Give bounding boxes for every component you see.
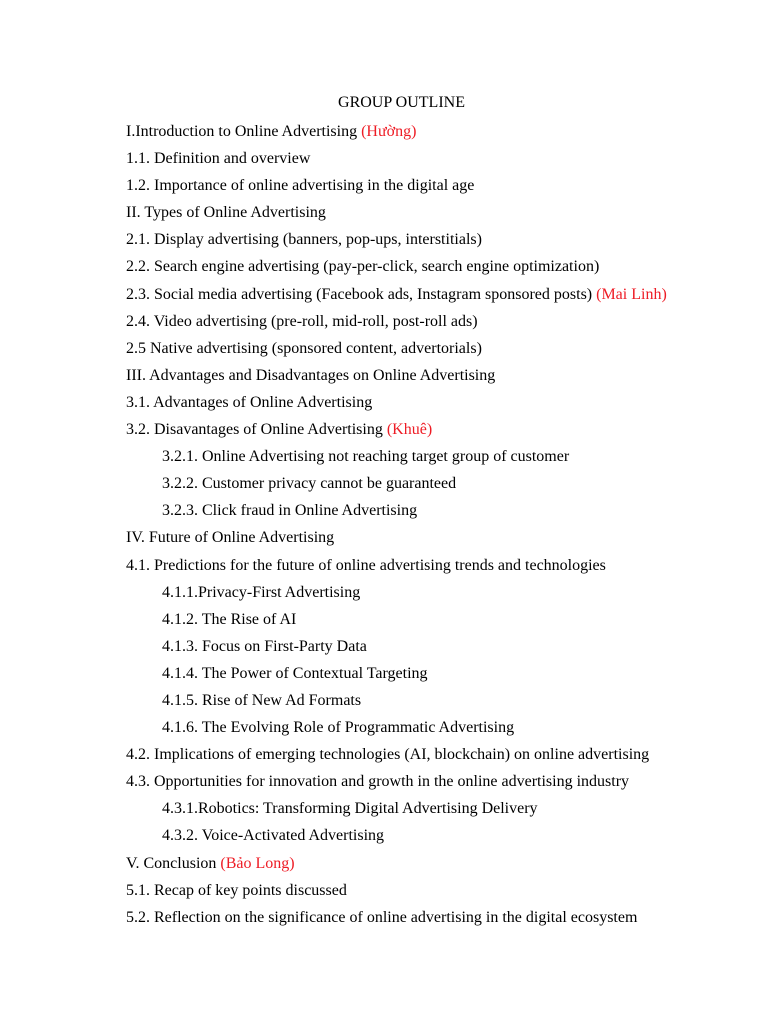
outline-item-text: 4.1. Predictions for the future of online advertising trends and technologies <box>126 556 606 574</box>
outline-item-text: V. Conclusion <box>126 854 217 872</box>
outline-item <box>126 118 746 145</box>
outline-item-text: 2.4. Video advertising (pre-roll, mid-roll, post-roll ads) <box>126 312 478 330</box>
outline-item-text: 5.2. Reflection on the significance of online advertising in the digital ecosystem <box>126 908 638 926</box>
outline-item-text: 4.3. Opportunities for innovation and growth in the online advertising industry <box>126 773 630 791</box>
outline-item <box>126 524 746 551</box>
outline-item-text: 4.1.5. Rise of New Ad Formats <box>162 691 362 709</box>
outline-item-text: 2.1. Display advertising (banners, pop-ups, interstitials) <box>126 231 482 249</box>
outline-item <box>126 362 746 389</box>
outline-item-text: 2.3. Social media advertising (Facebook ads, Instagram sponsored posts) <box>126 285 593 303</box>
outline-item-text: III. Advantages and Disadvantages on Online Advertising <box>126 366 496 384</box>
outline-item-text: 3.1. Advantages of Online Advertising <box>126 393 373 411</box>
outline-item <box>126 308 746 335</box>
outline-item-text: 3.2. Disavantages of Online Advertising <box>126 421 383 439</box>
outline-item-text: 4.3.2. Voice-Activated Advertising <box>162 827 385 845</box>
outline-item-text: 3.2.3. Click fraud in Online Advertising <box>162 502 418 520</box>
outline-item <box>126 850 746 877</box>
outline-subitem <box>126 660 746 687</box>
outline-item <box>126 768 746 795</box>
outline-subitem <box>126 795 746 822</box>
outline-list <box>126 118 746 931</box>
outline-subitem <box>126 606 746 633</box>
outline-subitem <box>126 633 746 660</box>
outline-item <box>126 741 746 768</box>
assignee-name: (Bảo Long) <box>220 854 295 872</box>
outline-subitem <box>126 497 746 524</box>
outline-item <box>126 226 746 253</box>
outline-item <box>126 281 746 308</box>
assignee-name: (Khuê) <box>386 421 433 439</box>
outline-item <box>126 552 746 579</box>
outline-item-text: 4.1.2. The Rise of AI <box>162 610 297 628</box>
outline-item <box>126 877 746 904</box>
outline-item-text: 4.2. Implications of emerging technologies (AI, blockchain) on online advertising <box>126 746 650 764</box>
outline-item-text: 4.3.1.Robotics: Transforming Digital Advertising Delivery <box>162 800 538 818</box>
outline-item-text: I.Introduction to Online Advertising <box>126 123 358 140</box>
outline-subitem <box>126 443 746 470</box>
outline-item-text: 2.5 Native advertising (sponsored content, advertorials) <box>126 339 482 357</box>
outline-item <box>126 199 746 226</box>
outline-item-text: 2.2. Search engine advertising (pay-per-click, search engine optimization) <box>126 258 600 276</box>
page-title: GROUP OUTLINE <box>338 94 465 111</box>
outline-item-text: 4.1.6. The Evolving Role of Programmatic Advertising <box>162 719 515 737</box>
outline-item <box>126 389 746 416</box>
outline-item-text: 1.2. Importance of online advertising in the digital age <box>126 177 475 195</box>
outline-item <box>126 145 746 172</box>
outline-item-text: II. Types of Online Advertising <box>126 204 326 222</box>
outline-item <box>126 253 746 280</box>
outline-item <box>126 335 746 362</box>
outline-item-text: 5.1. Recap of key points discussed <box>126 881 347 899</box>
outline-item-text: 4.1.4. The Power of Contextual Targeting <box>162 664 428 682</box>
outline-item <box>126 172 746 199</box>
outline-item-text: 1.1. Definition and overview <box>126 150 311 168</box>
outline-item-text: 3.2.2. Customer privacy cannot be guaranteed <box>162 475 457 493</box>
outline-item <box>126 904 746 931</box>
outline-subitem <box>126 714 746 741</box>
assignee-name: (Mai Linh) <box>596 285 667 303</box>
outline-item-text: 3.2.1. Online Advertising not reaching target group of customer <box>162 448 570 466</box>
outline-item-text: 4.1.3. Focus on First-Party Data <box>162 637 367 655</box>
outline-subitem <box>126 687 746 714</box>
outline-item <box>126 416 746 443</box>
outline-item-text: 4.1.1.Privacy-First Advertising <box>162 583 361 601</box>
outline-subitem <box>126 470 746 497</box>
outline-subitem <box>126 579 746 606</box>
outline-item-text: IV. Future of Online Advertising <box>126 529 335 547</box>
outline-subitem <box>126 822 746 849</box>
assignee-name: (Hường) <box>361 123 417 140</box>
